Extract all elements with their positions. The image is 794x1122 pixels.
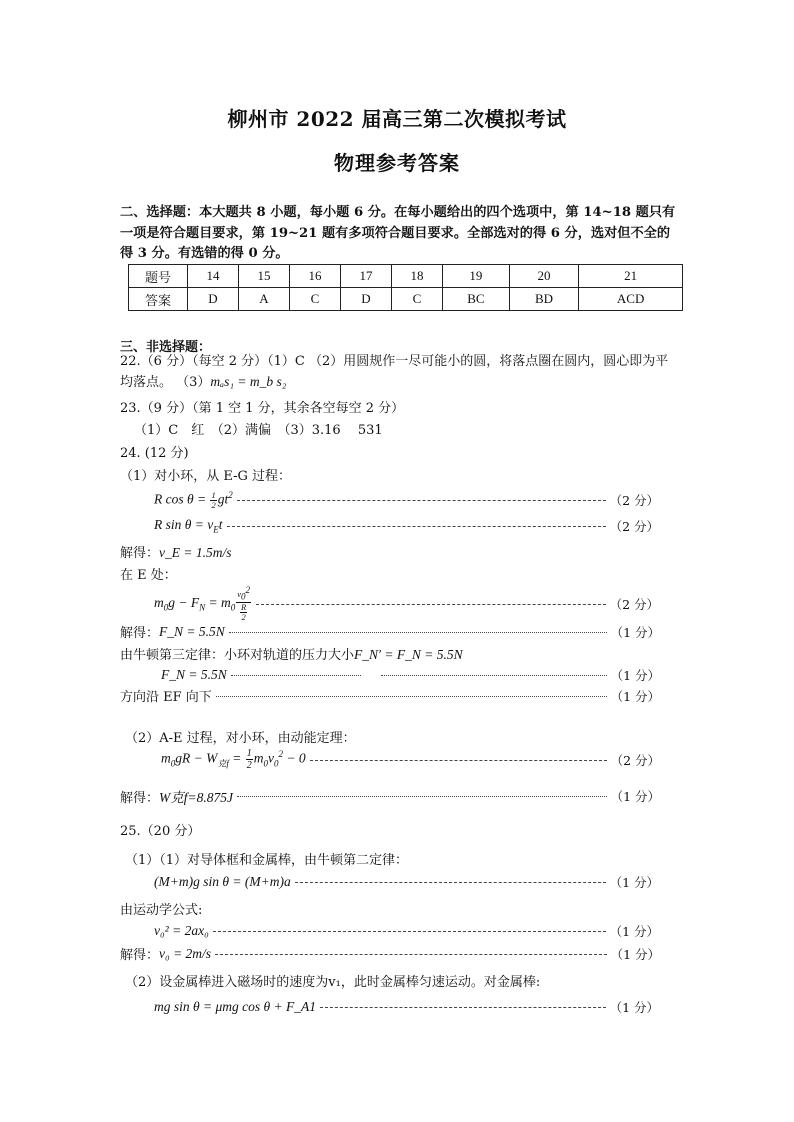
- q25-part2: （2）设金属棒进入磁场时的速度为v₁，此时金属棒匀速运动。对金属棒:: [125, 975, 541, 990]
- table-cell: D: [341, 288, 392, 311]
- q24-at-e: 在 E 处：: [120, 568, 177, 583]
- exam-subtitle: 物理参考答案: [334, 151, 460, 175]
- q24-solve-1: 解得：v_E = 1.5m/s: [120, 545, 232, 561]
- score-label: （1 分）: [609, 875, 659, 890]
- q24-solve-2: 解得： F_N = 5.5N （1 分）: [120, 623, 660, 641]
- table-cell: ACD: [579, 288, 683, 311]
- score-label: （2 分）: [609, 596, 659, 612]
- q24-direction: 方向沿 EF 向下 （1 分）: [120, 688, 660, 705]
- table-cell: D: [188, 288, 239, 311]
- section3-heading: 三、非选择题：: [120, 340, 212, 355]
- q24-newton3: 由牛顿第三定律：小环对轨道的压力大小F_N′ = F_N = 5.5N: [120, 647, 463, 663]
- table-cell: 21: [579, 265, 683, 288]
- q24-part1: （1）对小环，从 E-G 过程：: [120, 469, 292, 484]
- table-cell: BC: [443, 288, 510, 311]
- score-label: （2 分）: [610, 752, 660, 768]
- exam-title: 柳州市 2022 届高三第二次模拟考试: [227, 107, 567, 131]
- q24-equation-1: R cos θ = $\frac{1}{2}$ $gt^2$ （2 分）: [154, 489, 659, 510]
- table-row-answers: [129, 288, 683, 311]
- score-label: （1 分）: [609, 1000, 659, 1015]
- table-cell: 18: [392, 265, 443, 288]
- answer-table: [128, 264, 683, 311]
- table-row-label: 答案: [129, 288, 188, 311]
- score-label: （1 分）: [609, 924, 659, 939]
- table-cell: C: [290, 288, 341, 311]
- q24-fn-line: F_N = 5.5N （1 分）: [161, 667, 660, 683]
- table-cell: C: [392, 288, 443, 311]
- score-label: （2 分）: [609, 519, 659, 534]
- section2-heading: 二、选择题：本大题共 8 小题，每小题 6 分。在每小题给出的四个选项中，第 14~18 题只有一项是符合题目要求，第 19~21 题有多项符合题目要求。全部选对的得 6 分，选对但不全的得 3 分。有选错的得 0 分。: [120, 205, 676, 261]
- q23-answers: （1）C 红 （2）满偏 （3）3.16 531: [134, 423, 383, 438]
- table-cell: 14: [188, 265, 239, 288]
- table-row-label: 题号: [129, 265, 188, 288]
- q24-solve-3: 解得： W克f=8.875J （1 分）: [120, 789, 660, 806]
- score-label: （1 分）: [610, 688, 660, 704]
- q24-heading: 24. (12 分): [120, 446, 189, 461]
- table-cell: 19: [443, 265, 510, 288]
- table-cell: 20: [509, 265, 578, 288]
- q25-part1: （1）（1）对导体框和金属棒，由牛顿第二定律：: [125, 853, 409, 868]
- score-label: （1 分）: [610, 789, 660, 804]
- score-label: （1 分）: [610, 946, 660, 962]
- q22-equation: mₐs₁ = m_b s₂: [210, 374, 287, 389]
- q23-heading: 23.（9 分）（第 1 空 1 分，其余各空每空 2 分）: [120, 401, 405, 416]
- score-label: （1 分）: [610, 668, 660, 683]
- table-cell: 15: [239, 265, 290, 288]
- q24-part2: （2）A-E 过程，对小环，由动能定理：: [125, 731, 356, 746]
- table-cell: BD: [509, 288, 578, 311]
- q25-equation-3: mg sin θ = μmg cos θ + F_A1 （1 分）: [154, 999, 659, 1015]
- q25-heading: 25.（20 分）: [120, 824, 201, 839]
- q22-answer: [120, 352, 680, 393]
- table-cell: 17: [341, 265, 392, 288]
- score-label: （2 分）: [609, 492, 659, 508]
- q24-equation-3: $m_0g - F_N = m_0$ $\frac{v_0^2}{\frac{R}{2}}$ （2 分）: [154, 585, 659, 622]
- q22-text: 22.（6 分）（每空 2 分）（1）C （2）用圆规作一尽可能小的圆，将落点圈在圆内，圆心即为平均落点。 （3）: [120, 354, 669, 390]
- table-cell: 16: [290, 265, 341, 288]
- q25-equation-1: (M+m)g sin θ = (M+m)a （1 分）: [154, 874, 659, 890]
- q25-kinematics: 由运动学公式:: [120, 903, 203, 918]
- table-cell: A: [239, 288, 290, 311]
- table-row-numbers: [129, 265, 683, 288]
- score-label: （1 分）: [610, 624, 660, 640]
- q24-equation-4: $m_0gR - W_{克f}$ = $\frac{1}{2}$ $m_0v_0^2 - 0$ （2 分）: [161, 748, 660, 771]
- q25-solve: 解得： v₀ = 2m/s （1 分）: [120, 945, 660, 963]
- q25-equation-2: v₀² = 2ax₀ （1 分）: [154, 923, 659, 939]
- q24-equation-2: R $\sin \theta = v_Et$ （2 分）: [154, 517, 659, 535]
